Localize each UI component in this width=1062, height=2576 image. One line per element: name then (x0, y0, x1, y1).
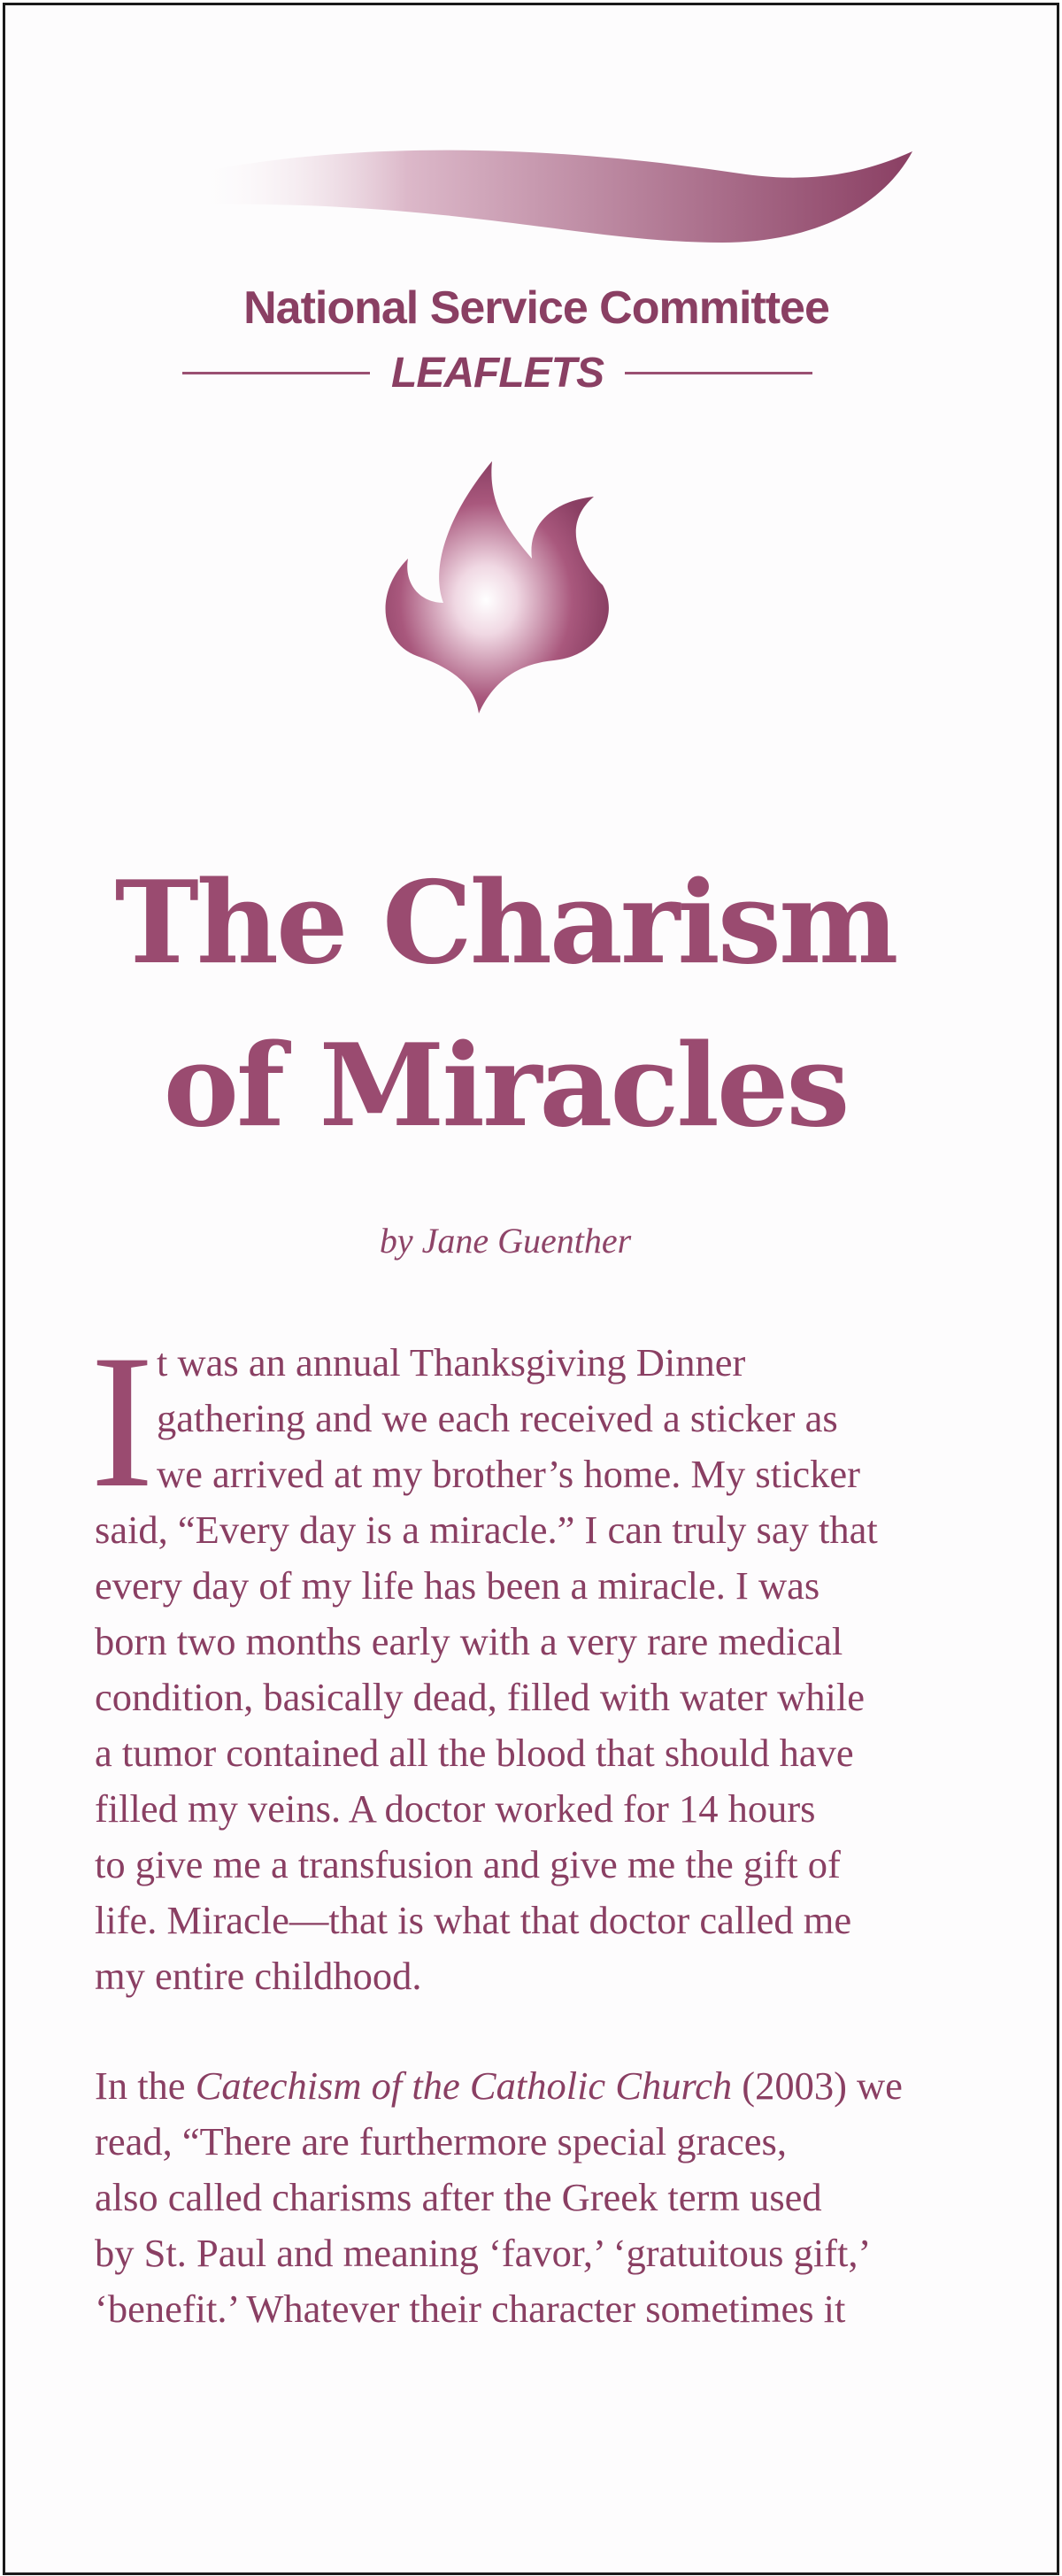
paragraph-2-line (95, 2058, 944, 2114)
leaflet-title (5, 842, 1005, 1168)
paragraph-1-line: born two months early with a very rare medical (95, 1619, 843, 1663)
catechism-prefix: In the (95, 2063, 196, 2108)
paragraph-1-line: to give me a transfusion and give me the gift of (95, 1842, 841, 1886)
organization-name: National Service Committee (243, 282, 829, 334)
dove-flame-icon (377, 461, 616, 713)
paragraph-2-line: read, “There are furthermore special graces, (95, 2119, 787, 2163)
paragraph-1-line: gathering and we each received a sticker as (157, 1396, 838, 1440)
swoosh-decoration (191, 138, 917, 253)
paragraph-2-line: by St. Paul and meaning ‘favor,’ ‘gratuitous gift,’ (95, 2231, 872, 2275)
paragraph-2 (95, 2058, 944, 2337)
title-line-1: The Charism (114, 857, 897, 990)
paragraph-2-line: ‘benefit.’ Whatever their character sometimes it (95, 2287, 846, 2331)
series-label: LEAFLETS (391, 349, 604, 397)
paragraph-2-line: also called charisms after the Greek term used (95, 2175, 822, 2219)
paragraph-1-line: my entire childhood. (95, 1954, 422, 1998)
catechism-suffix: (2003) we (732, 2063, 903, 2108)
series-banner (182, 346, 812, 399)
paragraph-1-line: t was an annual Thanksgiving Dinner (157, 1340, 746, 1384)
author-byline: by Jane Guenther (379, 1221, 632, 1261)
paragraph-1 (95, 1335, 944, 2004)
paragraph-1-line: every day of my life has been a miracle. I was (95, 1563, 820, 1608)
leaflet-page (3, 3, 1059, 2575)
paragraph-1-line: we arrived at my brother’s home. My sticker (157, 1452, 861, 1496)
paragraph-1-line: said, “Every day is a miracle.” I can truly say that (95, 1508, 878, 1552)
catechism-title: Catechism of the Catholic Church (195, 2063, 733, 2108)
drop-cap: I (90, 1315, 154, 1527)
paragraph-1-line: a tumor contained all the blood that should have (95, 1731, 854, 1775)
divider-left (182, 372, 370, 374)
title-line-2: of Miracles (163, 1020, 848, 1153)
divider-right (625, 372, 812, 374)
paragraph-1-line: life. Miracle—that is what that doctor called me (95, 1898, 852, 1942)
paragraph-1-line: condition, basically dead, filled with water while (95, 1675, 865, 1719)
paragraph-1-line: filled my veins. A doctor worked for 14 hours (95, 1786, 816, 1831)
